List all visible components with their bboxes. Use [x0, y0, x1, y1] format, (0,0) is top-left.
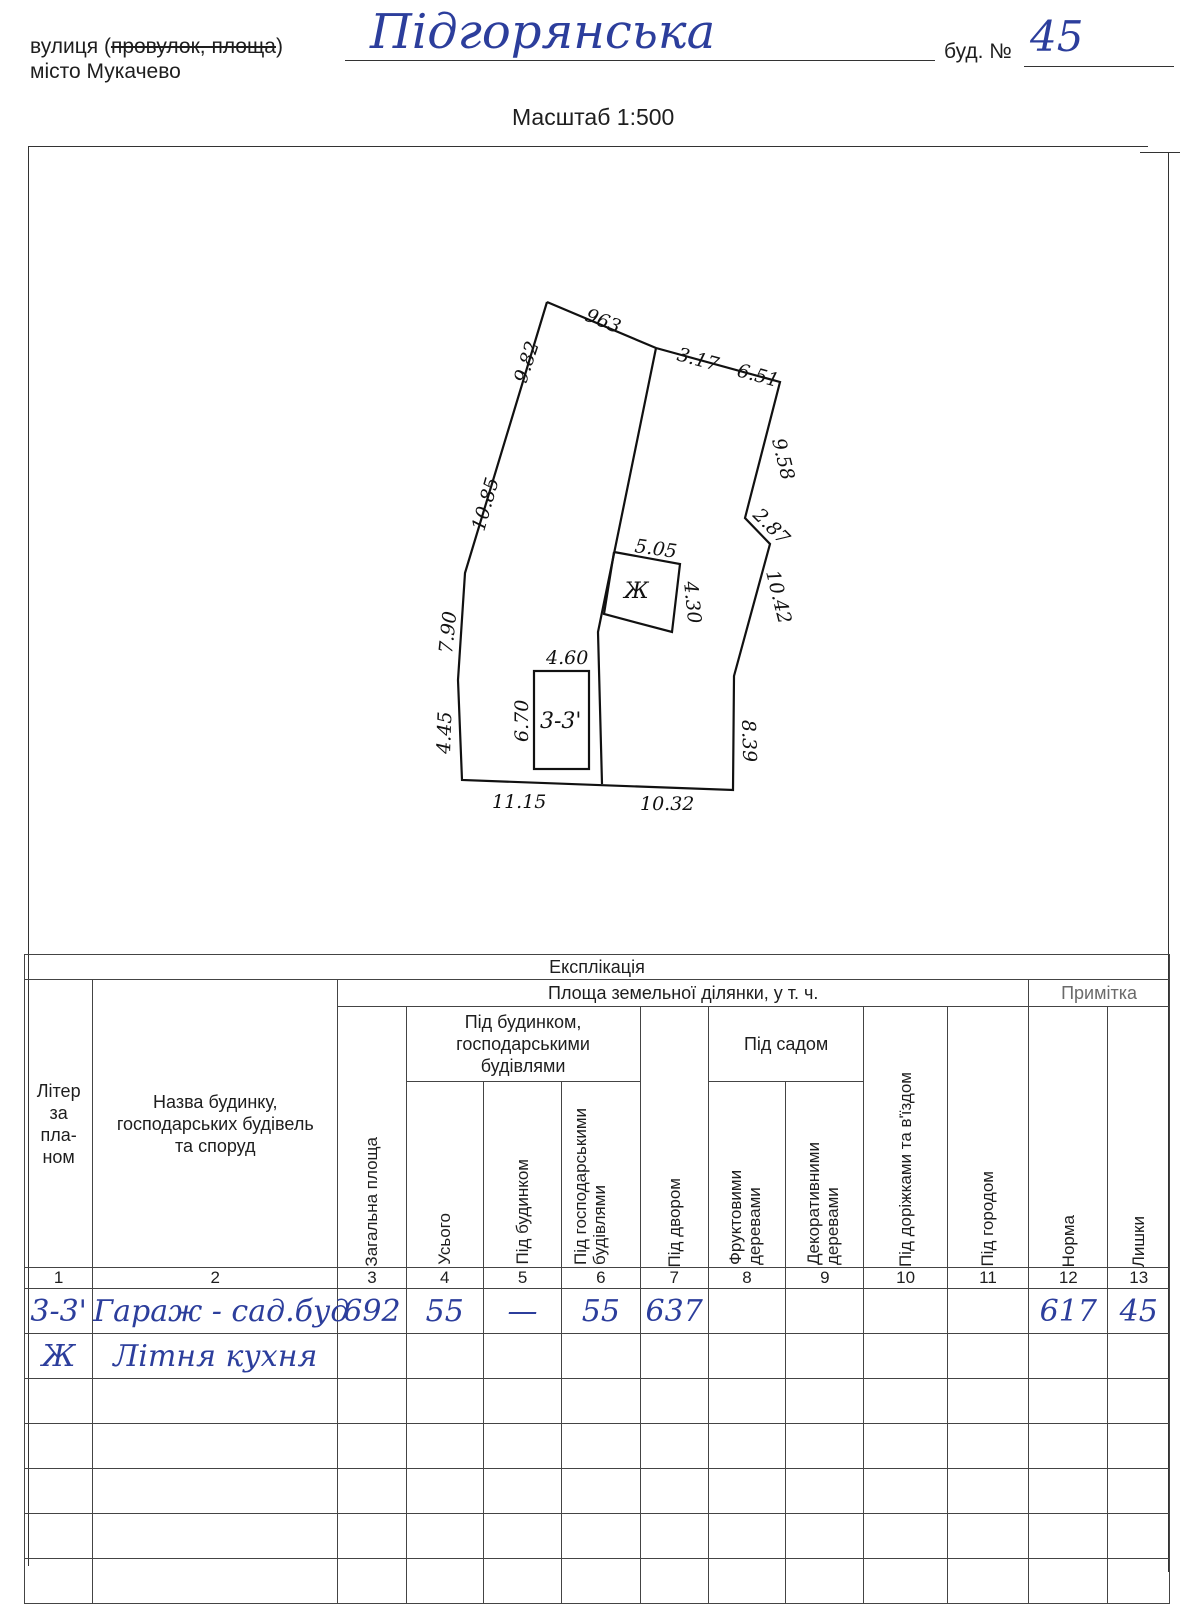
col-yard-header: Під двором [640, 1007, 708, 1268]
street-label: вулиця (провулок, площа) [30, 35, 283, 58]
col-norm-header: Норма [1029, 1007, 1108, 1268]
dim-top-mid: 3.17 [674, 343, 722, 376]
street-name-handwritten: Підгорянська [370, 4, 716, 60]
table-row-empty [25, 1514, 1170, 1559]
dim-garage-side: 6.70 [511, 699, 533, 742]
dim-bottom-left: 11.15 [492, 791, 547, 813]
garden-group-header: Під садом [708, 1007, 864, 1082]
table-row [25, 1334, 1170, 1379]
cell-paths [864, 1289, 947, 1334]
cell-outbuildings: 55 [562, 1289, 640, 1334]
explication-table-wrap [24, 954, 1170, 1604]
area-group-header: Площа земельної ділянки, у т. ч. [338, 980, 1029, 1007]
dim-bottom-right: 10.32 [640, 793, 695, 815]
plot-outline [458, 302, 780, 790]
cell-yard: 637 [640, 1289, 708, 1334]
dim-left-lower: 7.90 [435, 610, 462, 655]
building-number-handwritten: 45 [1030, 12, 1084, 61]
col-house-header: Під будинком [483, 1082, 561, 1268]
plan-dimensions [433, 304, 799, 815]
col-fruit-header: Фруктовими деревами [708, 1082, 785, 1268]
table-row-empty [25, 1379, 1170, 1424]
buildings-group-header: Під будинком, господарськими будівлями [406, 1007, 640, 1082]
dim-garage-top: 4.60 [546, 647, 589, 669]
table-row-empty [25, 1469, 1170, 1514]
cell-name: Літня кухня [93, 1334, 338, 1379]
col-name-header: Назва будинку, господарських будівель та споруд [93, 980, 338, 1268]
col-garden-plot-header: Під городом [947, 1007, 1028, 1268]
dim-right-upper: 9.58 [767, 435, 799, 483]
cell-total: 692 [338, 1289, 406, 1334]
cell-house: — [483, 1289, 561, 1334]
cell-all: 55 [406, 1289, 483, 1334]
building-garage-label: 3-3' [540, 709, 582, 734]
dim-top-right: 6.51 [734, 359, 782, 392]
col-total-header: Загальна площа [338, 1007, 406, 1268]
table-row [25, 1289, 1170, 1334]
dim-right-notch: 2.87 [748, 503, 794, 550]
cell-garden-plot [947, 1289, 1028, 1334]
dim-left-upper: 10.85 [467, 475, 504, 534]
col-letter-header: Літер за пла-ном [25, 980, 93, 1268]
dim-right-bottom: 8.39 [737, 719, 761, 763]
cell-fruit [708, 1289, 785, 1334]
cell-excess: 45 [1108, 1289, 1170, 1334]
col-outbuildings-header: Під господарськими будівлями [562, 1082, 640, 1268]
building-number-label: буд. № [944, 40, 1012, 63]
dim-left-top: 9.82 [509, 338, 544, 386]
col-excess-header: Лишки [1108, 1007, 1170, 1268]
explication-table [24, 954, 1170, 1604]
cell-name: Гараж - сад.буд [93, 1289, 338, 1334]
city-label: місто Мукачево [30, 60, 181, 83]
col-paths-header: Під доріжками та в'їздом [864, 1007, 947, 1268]
dim-right-middle: 10.42 [761, 567, 796, 626]
note-header: Примітка [1029, 980, 1170, 1007]
column-number-row: 1 2 3 4 5 6 7 8 9 10 11 12 13 [25, 1268, 1170, 1289]
cell-letter: Ж [25, 1334, 93, 1379]
table-row-empty [25, 1424, 1170, 1469]
explication-title: Експлікація [25, 955, 1170, 980]
dim-zh-top: 5.05 [633, 535, 679, 563]
dim-zh-side: 4.30 [679, 580, 706, 625]
col-decor-header: Декоративними деревами [786, 1082, 864, 1268]
cell-letter: 3-3' [25, 1289, 93, 1334]
cell-decor [786, 1289, 864, 1334]
cell-norm: 617 [1029, 1289, 1108, 1334]
dim-top-left: 963 [582, 304, 624, 339]
building-zh-label: Ж [624, 579, 649, 604]
col-all-header: Усього [406, 1082, 483, 1268]
table-row-empty [25, 1559, 1170, 1604]
dim-left-bottom: 4.45 [433, 711, 457, 755]
scale-label: Масштаб 1:500 [512, 104, 675, 130]
